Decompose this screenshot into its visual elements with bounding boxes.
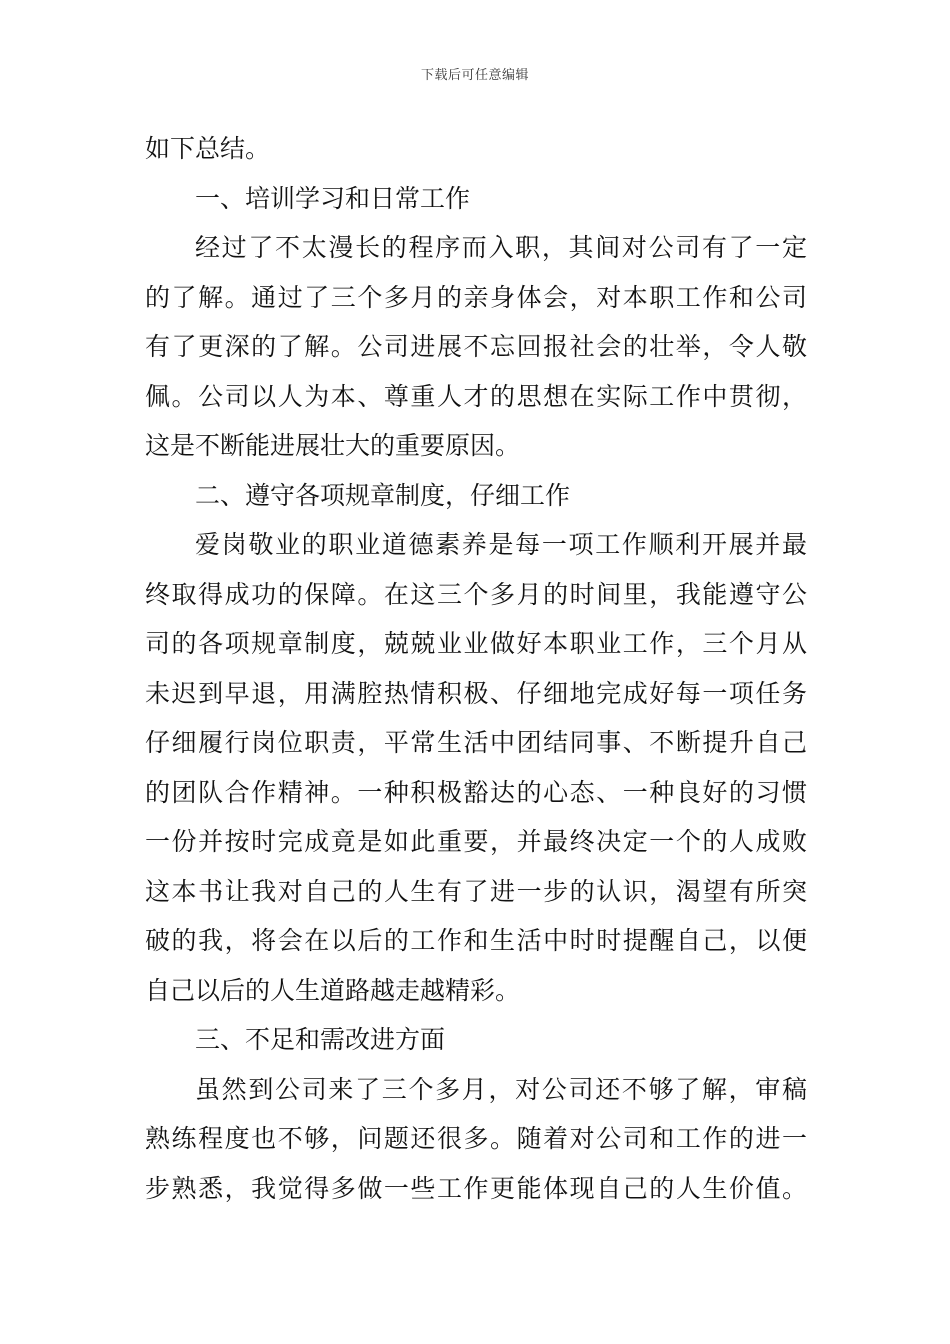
page-header: 下载后可任意编辑 <box>420 68 529 83</box>
paragraph-line: 终取得成功的保障。在这三个多月的时间里，我能遵守公 <box>145 579 807 609</box>
paragraph-line: 佩。公司以人为本、尊重人才的思想在实际工作中贯彻， <box>145 381 807 411</box>
document-body <box>145 124 807 1213</box>
paragraph-line: 的了解。通过了三个多月的亲身体会，对本职工作和公司 <box>145 282 807 312</box>
paragraph-line: 司的各项规章制度，兢兢业业做好本职业工作，三个月从 <box>145 629 807 658</box>
section-heading: 三、不足和需改进方面 <box>195 1025 446 1054</box>
paragraph-line: 的团队合作精神。一种积极豁达的心态、一种良好的习惯 <box>145 777 807 807</box>
paragraph-line: 步熟悉，我觉得多做一些工作更能体现自己的人生价值。 <box>145 1173 807 1203</box>
paragraph-line: 仔细履行岗位职责，平常生活中团结同事、不断提升自己 <box>145 728 807 757</box>
paragraph-line: 有了更深的了解。公司进展不忘回报社会的壮举，令人敬 <box>145 332 807 361</box>
paragraph-line: 这本书让我对自己的人生有了进一步的认识，渴望有所突 <box>145 876 807 906</box>
paragraph-line: 自己以后的人生道路越走越精彩。 <box>145 975 521 1005</box>
paragraph-line: 未迟到早退，用满腔热情积极、仔细地完成好每一项任务 <box>145 678 807 708</box>
paragraph-line: 虽然到公司来了三个多月，对公司还不够了解，审稿 <box>195 1074 807 1104</box>
paragraph-line: 熟练程度也不够，问题还很多。随着对公司和工作的进一 <box>145 1124 807 1153</box>
paragraph-line: 经过了不太漫长的程序而入职，其间对公司有了一定 <box>195 233 807 262</box>
paragraph-line: 一份并按时完成竟是如此重要，并最终决定一个的人成败 <box>145 827 807 856</box>
paragraph-line: 这是不断能进展壮大的重要原因。 <box>145 431 521 460</box>
paragraph-line: 爱岗敬业的职业道德素养是每一项工作顺利开展并最 <box>195 530 807 559</box>
section-heading: 二、遵守各项规章制度，仔细工作 <box>195 480 571 510</box>
paragraph-line: 如下总结。 <box>145 134 271 163</box>
section-heading: 一、培训学习和日常工作 <box>195 183 471 213</box>
paragraph-line: 破的我，将会在以后的工作和生活中时时提醒自己，以便 <box>145 926 807 955</box>
